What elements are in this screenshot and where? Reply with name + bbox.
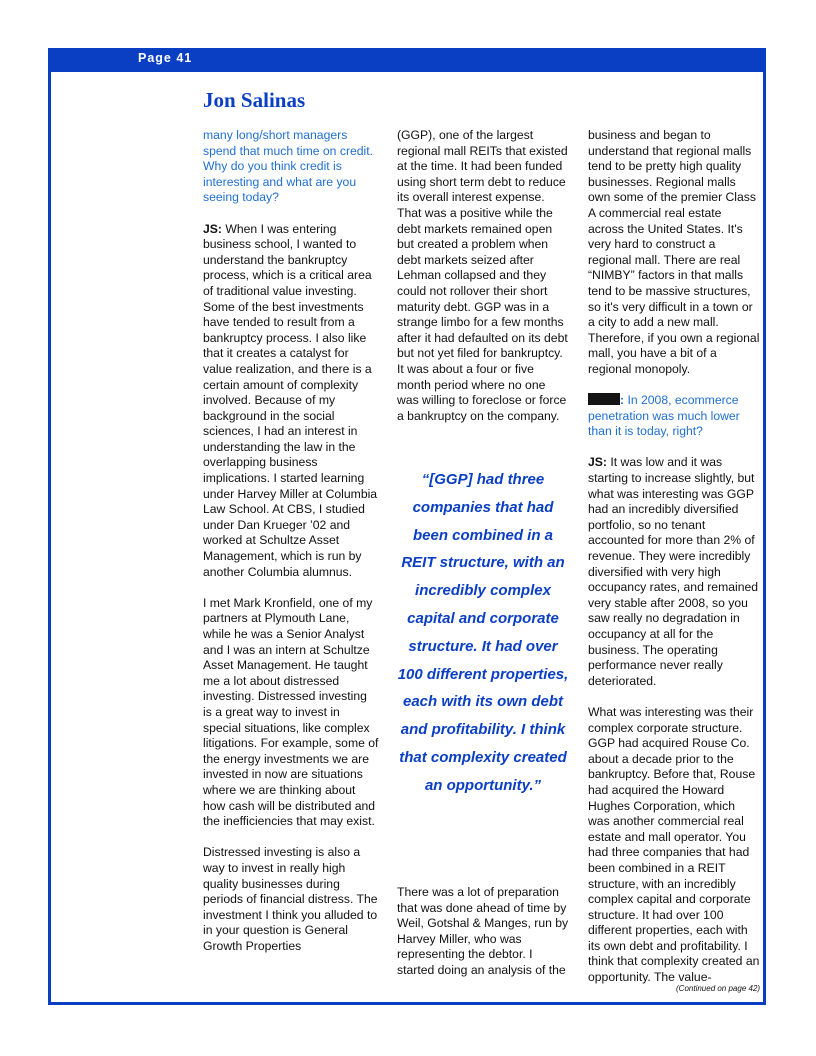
paragraph: business and began to understand that regional malls tend to be pretty high quality businesses. Regional malls own some of the premier Class A commercial real estate across the United States. It's very hard to construct a regional mall. There are real “NIMBY” factors in that malls tend to be massive structures, so it's very difficult in a town or a city to add a new mall. Therefore, if you own a regional mall, you have a bit of a regional monopoly. bbox=[588, 128, 760, 376]
paragraph: (GGP), one of the largest regional mall REITs that existed at the time. It had been funded using short term debt to reduce its overall interest expense. That was a positive while the debt markets remained open but created a problem when debt markets seized after Lehman collapsed and they could not rollover their short maturity debt. GGP was in a strange limbo for a few months after it had defaulted on its debt but not yet filed for bankruptcy. It was about a four or five month period where no one was willing to foreclose or force a bankruptcy on the company. bbox=[397, 128, 568, 423]
article-title: Jon Salinas bbox=[203, 88, 306, 112]
paragraph: There was a lot of preparation that was done ahead of time by Weil, Gotshal & Manges, run by Harvey Miller, who was representing the debtor. I started doing an analysis of the bbox=[397, 885, 569, 977]
redacted-name bbox=[588, 393, 620, 405]
pull-quote: “[GGP] had three companies that had been combined in a REIT structure, with an incredibly complex capital and corporate structure. It had over 100 different properties, each with its own debt and profitability. I think that complexity created an opportunity.” bbox=[397, 471, 569, 794]
speaker-label: JS: bbox=[203, 221, 222, 236]
paragraph-text: When I was entering business school, I wanted to understand the bankruptcy process, which is a critical area of traditional value investing. Some of the best investments have tended to result from a bankruptcy process. I also like that it creates a catalyst for value realization, and there is a certain amount of complexity involved. Because of my background in the social sciences, I had an interest in understanding the law in the overlapping business implications. I started learning under Harvey Miller at Columbia Law School. At CBS, I studied under Dan Krueger ’02 and worked at Schultze Asset Management, which is run by another Columbia alumnus. bbox=[203, 221, 378, 579]
question-colon: : bbox=[620, 393, 625, 408]
interviewer-question: many long/short managers spend that much time on credit. Why do you think credit is interesting and what are you seeing today? bbox=[203, 128, 374, 205]
column-1 bbox=[203, 128, 379, 970]
column-2 bbox=[397, 128, 569, 440]
answer-paragraph bbox=[588, 455, 760, 689]
paragraph-text: It was low and it was starting to increase slightly, but what was interesting was GGP had an incredibly diversified portfolio, so no tenant accounted for more than 2% of revenue. They were incredibly diversified with very high occupancy rates, and remained very stable after 2008, so you saw really no degradation in occupancy at all for the business. The operating performance never really deteriorated. bbox=[588, 455, 759, 688]
column-3 bbox=[588, 128, 760, 1001]
continued-note: (Continued on page 42) bbox=[676, 984, 761, 993]
column-2-continued bbox=[397, 885, 569, 994]
answer-paragraph bbox=[203, 222, 379, 581]
paragraph: I met Mark Kronfield, one of my partners at Plymouth Lane, while he was a Senior Analyst and I was an intern at Schultze Asset Management. He taught me a lot about distressed investing. Distressed investing is a great way to invest in special situations, like complex litigations. For example, some of the energy investments we are invested in now are situations where we are thinking about how cash will be distributed and the inefficiencies that may exist. bbox=[203, 595, 379, 829]
paragraph: Distressed investing is also a way to invest in really high quality businesses during periods of financial distress. The investment I think you alluded to in your question is General Growth Properties bbox=[203, 845, 378, 953]
paragraph: What was interesting was their complex corporate structure. GGP had acquired Rouse Co. about a decade prior to the bankruptcy. Before that, Rouse had acquired the Howard Hughes Corporation, which was another commercial real estate and mall operator. You had three companies that had been combined in a REIT structure, with an incredibly complex capital and corporate structure. It had over 100 different properties, each with its own debt and profitability. I think that complexity created an opportunity. The value- bbox=[588, 704, 760, 985]
page-number: Page 41 bbox=[138, 51, 193, 65]
question-text: In 2008, ecommerce penetration was much lower than it is today, right? bbox=[588, 393, 740, 439]
speaker-label: JS: bbox=[588, 455, 607, 470]
interviewer-question bbox=[588, 393, 760, 440]
